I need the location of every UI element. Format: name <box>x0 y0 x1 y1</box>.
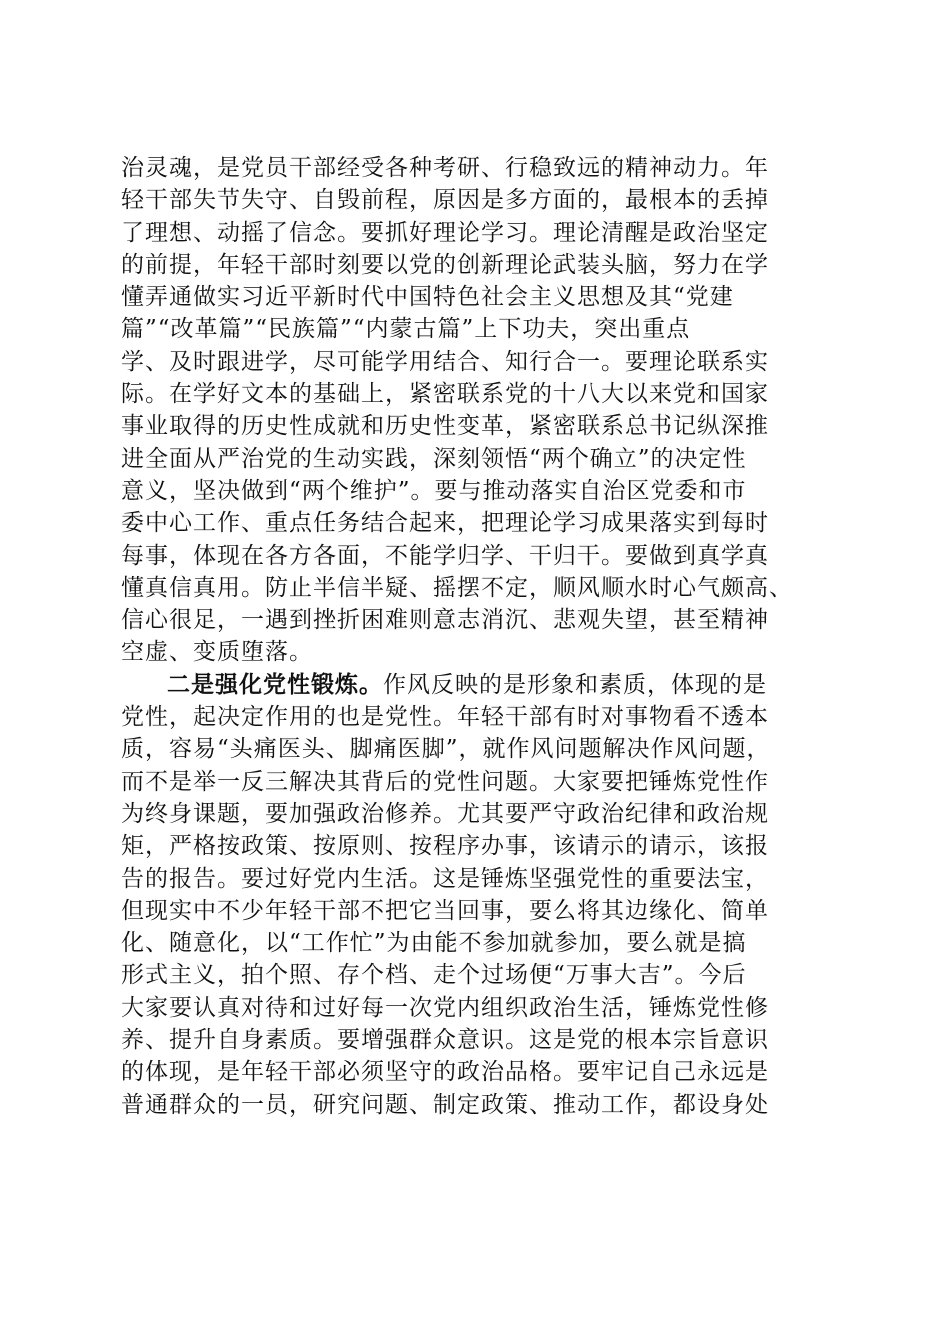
text-line: 进全面从严治党的生动实践，深刻领悟“两个确立”的决定性 <box>121 445 747 472</box>
paragraph-1 <box>121 152 833 669</box>
text-line: 际。在学好文本的基础上，紧密联系党的十八大以来党和国家 <box>121 381 769 408</box>
text-line-rest: 作风反映的是形象和素质，体现的是 <box>383 671 767 698</box>
text-line: 意义，坚决做到“两个维护”。要与推动落实自治区党委和市 <box>121 477 747 504</box>
text-line: 养、提升自身素质。要增强群众意识。这是党的根本宗旨意识 <box>121 1027 769 1054</box>
text-line: 的前提，年轻干部时刻要以党的创新理论武装头脑，努力在学 <box>121 251 769 278</box>
text-line: 而不是举一反三解决其背后的党性问题。大家要把锤炼党性作 <box>121 768 769 795</box>
text-line: 矩，严格按政策、按原则、按程序办事，该请示的请示，该报 <box>121 833 769 860</box>
text-line: 每事，体现在各方各面，不能学归学、干归干。要做到真学真 <box>121 542 769 569</box>
text-line: 为终身课题，要加强政治修养。尤其要严守政治纪律和政治规 <box>121 800 769 827</box>
text-line: 治灵魂，是党员干部经受各种考研、行稳致远的精神动力。年 <box>121 155 769 181</box>
text-line: 篇”“改革篇”“民族篇”“内蒙古篇”上下功夫，突出重点 <box>121 316 691 343</box>
text-line: 化、随意化，以“工作忙”为由能不参加就参加，要么就是搞 <box>121 930 747 957</box>
text-line: 轻干部失节失守、自毁前程，原因是多方面的，最根本的丢掉 <box>121 187 769 214</box>
text-line: 信心很足，一遇到挫折困难则意志消沉、悲观失望，甚至精神 <box>121 607 769 634</box>
text-line: 懂弄通做实习近平新时代中国特色社会主义思想及其“党建 <box>121 284 734 311</box>
text-line: 普通群众的一员，研究问题、制定政策、推动工作，都设身处 <box>121 1091 769 1118</box>
text-line: 但现实中不少年轻干部不把它当回事，要么将其边缘化、简单 <box>121 897 769 924</box>
text-line: 告的报告。要过好党内生活。这是锤炼坚强党性的重要法宝， <box>121 865 769 892</box>
text-line: 大家要认真对待和过好每一次党内组织政治生活，锤炼党性修 <box>121 994 769 1021</box>
section-heading: 二是强化党性锻炼。 <box>167 670 383 698</box>
text-line: 的体现，是年轻干部必须坚守的政治品格。要牢记自己永远是 <box>121 1059 769 1086</box>
text-line: 了理想、动摇了信念。要抓好理论学习。理论清醒是政治坚定 <box>121 219 769 246</box>
text-line: 学、及时跟进学，尽可能学用结合、知行合一。要理论联系实 <box>121 348 769 375</box>
paragraph-2-first-line <box>121 669 833 701</box>
text-line: 空虚、变质堕落。 <box>121 639 313 666</box>
text-line: 委中心工作、重点任务结合起来，把理论学习成果落实到每时 <box>121 510 769 537</box>
text-line: 事业取得的历史性成就和历史性变革，紧密联系总书记纵深推 <box>121 413 769 440</box>
paragraph-2 <box>121 669 833 1121</box>
text-line: 形式主义，拍个照、存个档、走个过场便“万事大吉”。今后 <box>121 962 747 989</box>
text-line: 党性，起决定作用的也是党性。年轻干部有时对事物看不透本 <box>121 704 769 731</box>
body-text <box>121 152 833 1121</box>
text-line: 懂真信真用。防止半信半疑、摇摆不定，顺风顺水时心气颇高、 <box>121 574 793 601</box>
text-line: 质，容易“头痛医头、脚痛医脚”，就作风问题解决作风问题， <box>121 736 771 763</box>
